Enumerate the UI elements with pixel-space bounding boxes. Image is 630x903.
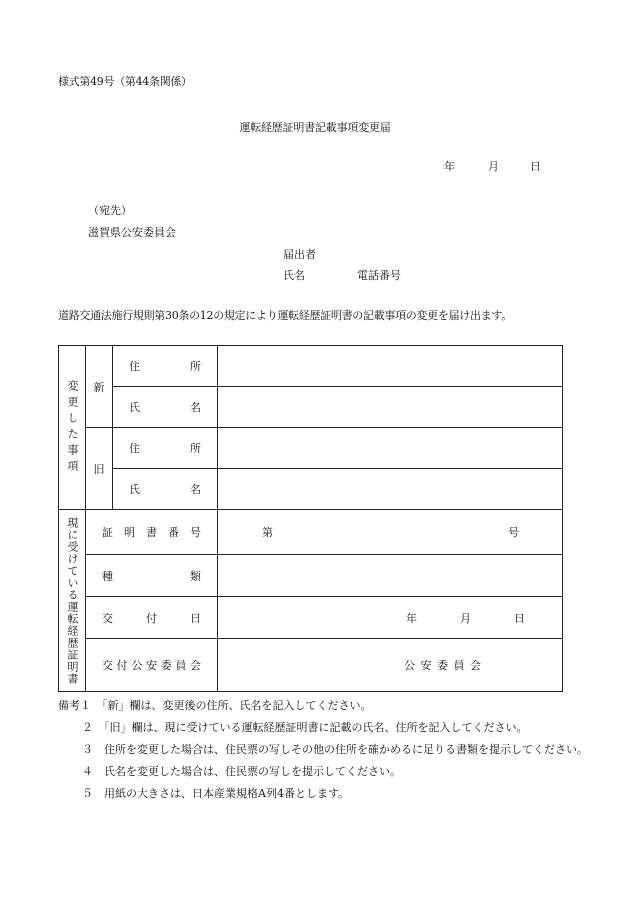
form-table (58, 345, 563, 692)
cert-number-suffix: 号 (508, 526, 519, 539)
cert-number-prefix: 第 (262, 526, 273, 539)
issue-date-label: 交付日 (86, 597, 218, 639)
new-label: 新 (86, 346, 113, 428)
note-3: ３ 住所を変更した場合は、住民票の写しその他の住所を確かめるに足りる書類を提示してください。 (82, 743, 588, 756)
date-month: 月 (488, 160, 499, 173)
date-year: 年 (444, 160, 455, 173)
issuer-field[interactable] (218, 639, 563, 692)
issue-day: 日 (514, 611, 525, 625)
new-name-label: 氏名 (113, 387, 218, 428)
addressee-prefix: （宛先） (88, 204, 132, 217)
date-day: 日 (530, 160, 541, 173)
cert-number-label: 証明書番号 (86, 510, 218, 555)
issue-year: 年 (406, 611, 417, 625)
note-5: ５ 用紙の大きさは、日本産業規格A列4番とします。 (82, 787, 350, 800)
form-number: 様式第49号（第44条関係） (58, 75, 192, 88)
new-name-field[interactable] (218, 387, 563, 428)
old-address-field[interactable] (218, 428, 563, 469)
note-1: 備考１ 「新」欄は、変更後の住所、氏名を記入してください。 (58, 699, 372, 712)
document-title: 運転経歴証明書記載事項変更届 (239, 121, 391, 134)
type-field[interactable] (218, 555, 563, 597)
old-address-label: 住所 (113, 428, 218, 469)
new-address-label: 住所 (113, 346, 218, 387)
old-name-label: 氏名 (113, 469, 218, 510)
note-2: ２ 「旧」欄は、現に受けている運転経歴証明書に記載の氏名、住所を記入してください。 (82, 721, 528, 734)
issue-date-field[interactable] (218, 597, 563, 639)
type-label: 種類 (86, 555, 218, 597)
current-section-label: 現に受けている運転経歴証明書 (59, 510, 86, 692)
issuer-suffix: 公 安 委 員 会 (404, 659, 482, 672)
new-address-field[interactable] (218, 346, 563, 387)
statement: 道路交通法施行規則第30条の12の規定により運転経歴証明書の記載事項の変更を届け出ます。 (58, 309, 512, 322)
old-label: 旧 (86, 428, 113, 510)
changed-section-label: 変更した事項 (59, 346, 86, 510)
applicant-phone-label: 電話番号 (357, 269, 401, 282)
issue-month: 月 (460, 611, 471, 625)
applicant-label: 届出者 (283, 248, 316, 261)
applicant-name-label: 氏名 (283, 269, 305, 282)
cert-number-field[interactable] (218, 510, 563, 555)
note-4: ４ 氏名を変更した場合は、住民票の写しを提示してください。 (82, 765, 401, 778)
issuer-label: 交付公安委員会 (86, 639, 218, 692)
old-name-field[interactable] (218, 469, 563, 510)
addressee: 滋賀県公安委員会 (88, 226, 176, 239)
